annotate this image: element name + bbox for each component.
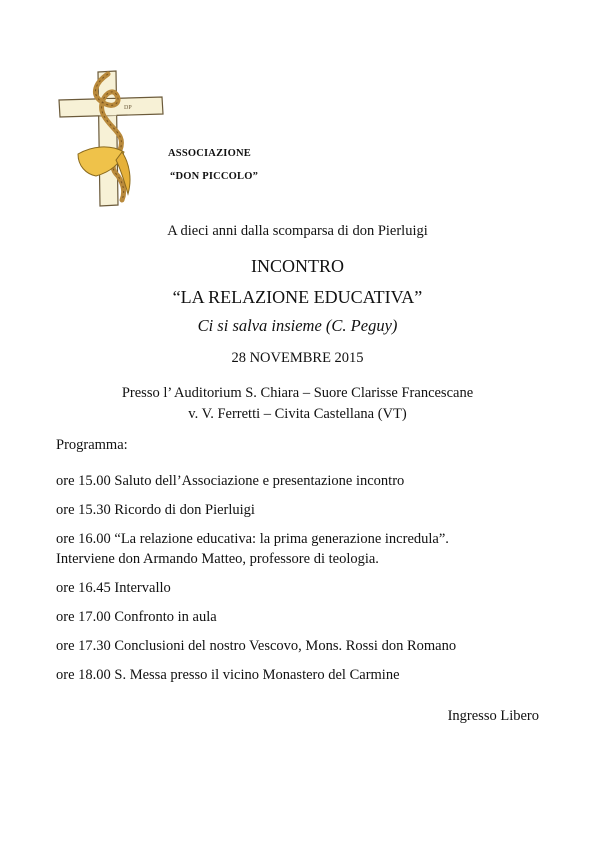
event-date: 28 NOVEMBRE 2015 [231, 350, 364, 366]
program-item [56, 500, 556, 520]
cross-with-rope-and-cloth-icon [56, 68, 168, 208]
program-list [56, 471, 556, 694]
program-item-text: ore 15.30 Ricordo di don Pierluigi [56, 502, 255, 518]
program-label: Programma: [56, 437, 128, 453]
program-item-text: ore 15.00 Saluto dell’Associazione e presentazione incontro [56, 473, 405, 489]
program-item [56, 665, 556, 685]
program-item-text: ore 17.00 Confronto in aula [56, 609, 217, 625]
program-item [56, 578, 556, 598]
program-item [56, 636, 556, 656]
program-item-text: ore 16.00 “La relazione educativa: la prima generazione incredula”. [56, 531, 449, 547]
intro-text: A dieci anni dalla scomparsa di don Pierluigi [167, 223, 428, 239]
venue-line-2: v. V. Ferretti – Civita Castellana (VT) [188, 406, 407, 422]
association-line-1: ASSOCIAZIONE [168, 148, 251, 159]
program-item-text: ore 17.30 Conclusioni del nostro Vescovo, Mons. Rossi don Romano [56, 638, 457, 654]
program-item [56, 607, 556, 627]
program-item-text: ore 16.45 Intervallo [56, 580, 171, 596]
program-item-text: ore 18.00 S. Messa presso il vicino Monastero del Carmine [56, 667, 400, 683]
venue-line-1: Presso l’ Auditorium S. Chiara – Suore Clarisse Francescane [121, 385, 474, 401]
event-title: INCONTRO [251, 256, 344, 276]
program-item [56, 529, 556, 569]
logo-signature: DP [124, 105, 132, 111]
event-theme: “LA RELAZIONE EDUCATIVA” [172, 287, 423, 307]
event-subtitle: Ci si salva insieme (C. Peguy) [197, 316, 398, 335]
association-line-2: “DON PICCOLO” [170, 171, 259, 182]
program-item [56, 471, 556, 491]
free-entry-note: Ingresso Libero [447, 708, 539, 724]
program-item-speaker: Interviene don Armando Matteo, professore di teologia. [56, 551, 379, 567]
